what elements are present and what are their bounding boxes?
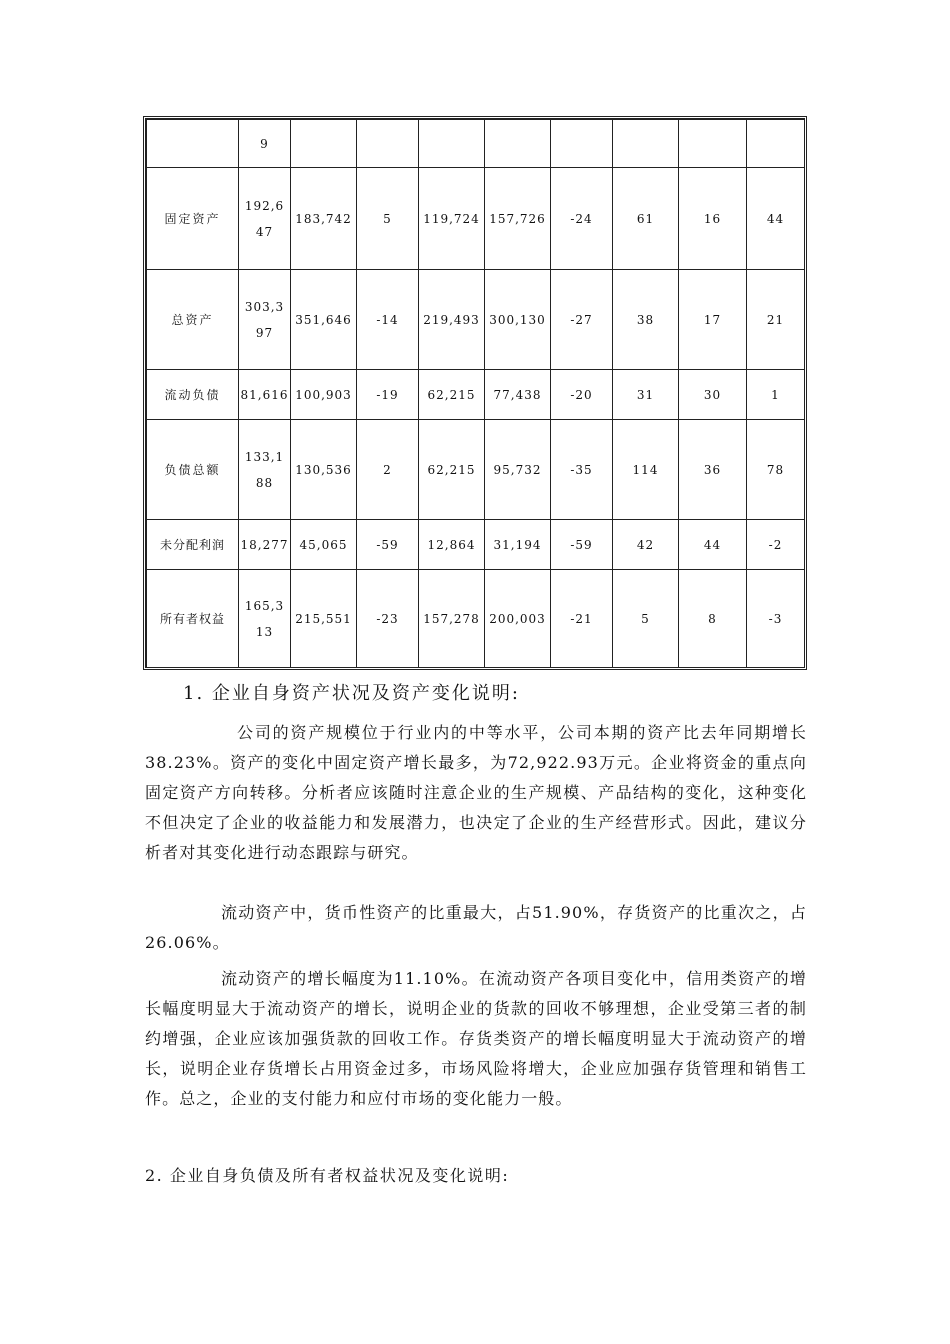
cell: 8 xyxy=(679,570,747,668)
cell: -19 xyxy=(357,370,419,420)
section1-paragraph-1: 公司的资产规模位于行业内的中等水平，公司本期的资产比去年同期增长38.23%。资产的变化中固定资产增长最多，为72,922.93万元。企业将资金的重点向固定资产方向转移。分析者应该随时注意企业的生产规模、产品结构的变化，这种变化不但决定了企业的收益能力和发展潜力，也决定了企业的生产经营形式。因此，建议分析者对其变化进行动态跟踪与研究。 xyxy=(145,723,807,862)
cell: -14 xyxy=(357,270,419,370)
cell: 219,493 xyxy=(419,270,485,370)
cell: 78 xyxy=(747,420,805,520)
cell: 165,313 xyxy=(239,570,291,668)
cell: -20 xyxy=(551,370,613,420)
row-label: 所有者权益 xyxy=(147,570,239,668)
cell: 200,003 xyxy=(485,570,551,668)
table-row xyxy=(147,270,805,370)
cell: 81,616 xyxy=(239,370,291,420)
cell xyxy=(747,120,805,168)
cell: 300,130 xyxy=(485,270,551,370)
table-row xyxy=(147,420,805,520)
cell: 2 xyxy=(357,420,419,520)
cell: -2 xyxy=(747,520,805,570)
cell: 351,646 xyxy=(291,270,357,370)
cell: 215,551 xyxy=(291,570,357,668)
cell: 16 xyxy=(679,168,747,270)
cell: 18,277 xyxy=(239,520,291,570)
cell: 36 xyxy=(679,420,747,520)
cell xyxy=(551,120,613,168)
cell xyxy=(613,120,679,168)
cell: -59 xyxy=(551,520,613,570)
table-row xyxy=(147,520,805,570)
cell: 45,065 xyxy=(291,520,357,570)
financial-table xyxy=(146,119,805,668)
section1-paragraph-3: 流动资产的增长幅度为11.10%。在流动资产各项目变化中，信用类资产的增长幅度明显大于流动资产的增长，说明企业的货款的回收不够理想，企业受第三者的制约增强，企业应该加强货款的回收工作。存货类资产的增长幅度明显大于流动资产的增长，说明企业存货增长占用资金过多，市场风险将增大，企业应加强存货管理和销售工作。总之，企业的支付能力和应付市场的变化能力一般。 xyxy=(145,969,807,1108)
cell xyxy=(357,120,419,168)
cell: 77,438 xyxy=(485,370,551,420)
cell: 114 xyxy=(613,420,679,520)
cell xyxy=(291,120,357,168)
cell: 183,742 xyxy=(291,168,357,270)
cell: -59 xyxy=(357,520,419,570)
cell: 42 xyxy=(613,520,679,570)
cell: -35 xyxy=(551,420,613,520)
cell: 119,724 xyxy=(419,168,485,270)
cell: 192,647 xyxy=(239,168,291,270)
table-row xyxy=(147,570,805,668)
row-label: 负债总额 xyxy=(147,420,239,520)
cell: 130,536 xyxy=(291,420,357,520)
cell xyxy=(679,120,747,168)
row-label: 总资产 xyxy=(147,270,239,370)
cell: 44 xyxy=(747,168,805,270)
cell: 38 xyxy=(613,270,679,370)
cell: 100,903 xyxy=(291,370,357,420)
cell: 12,864 xyxy=(419,520,485,570)
cell: 62,215 xyxy=(419,370,485,420)
cell: 9 xyxy=(239,120,291,168)
cell: 157,278 xyxy=(419,570,485,668)
row-label: 流动负债 xyxy=(147,370,239,420)
section1-paragraph-2: 流动资产中，货币性资产的比重最大，占51.90%，存货资产的比重次之，占26.06%。 xyxy=(145,903,807,952)
cell: -24 xyxy=(551,168,613,270)
row-label xyxy=(147,120,239,168)
cell: 5 xyxy=(357,168,419,270)
section2-heading: 2. 企业自身负债及所有者权益状况及变化说明: xyxy=(145,1166,510,1185)
section1-heading: 1. 企业自身资产状况及资产变化说明: xyxy=(183,683,520,704)
cell: 17 xyxy=(679,270,747,370)
financial-table-frame xyxy=(143,116,807,670)
table-row xyxy=(147,370,805,420)
cell: 30 xyxy=(679,370,747,420)
cell: 133,188 xyxy=(239,420,291,520)
cell: -21 xyxy=(551,570,613,668)
cell: -23 xyxy=(357,570,419,668)
cell: 31 xyxy=(613,370,679,420)
cell: 44 xyxy=(679,520,747,570)
table-row xyxy=(147,120,805,168)
cell: 1 xyxy=(747,370,805,420)
cell: 5 xyxy=(613,570,679,668)
cell: 31,194 xyxy=(485,520,551,570)
cell: 95,732 xyxy=(485,420,551,520)
cell xyxy=(485,120,551,168)
cell: 21 xyxy=(747,270,805,370)
row-label: 未分配利润 xyxy=(147,520,239,570)
cell xyxy=(419,120,485,168)
cell: 62,215 xyxy=(419,420,485,520)
cell: 303,397 xyxy=(239,270,291,370)
cell: -3 xyxy=(747,570,805,668)
row-label: 固定资产 xyxy=(147,168,239,270)
cell: -27 xyxy=(551,270,613,370)
cell: 61 xyxy=(613,168,679,270)
table-row xyxy=(147,168,805,270)
cell: 157,726 xyxy=(485,168,551,270)
